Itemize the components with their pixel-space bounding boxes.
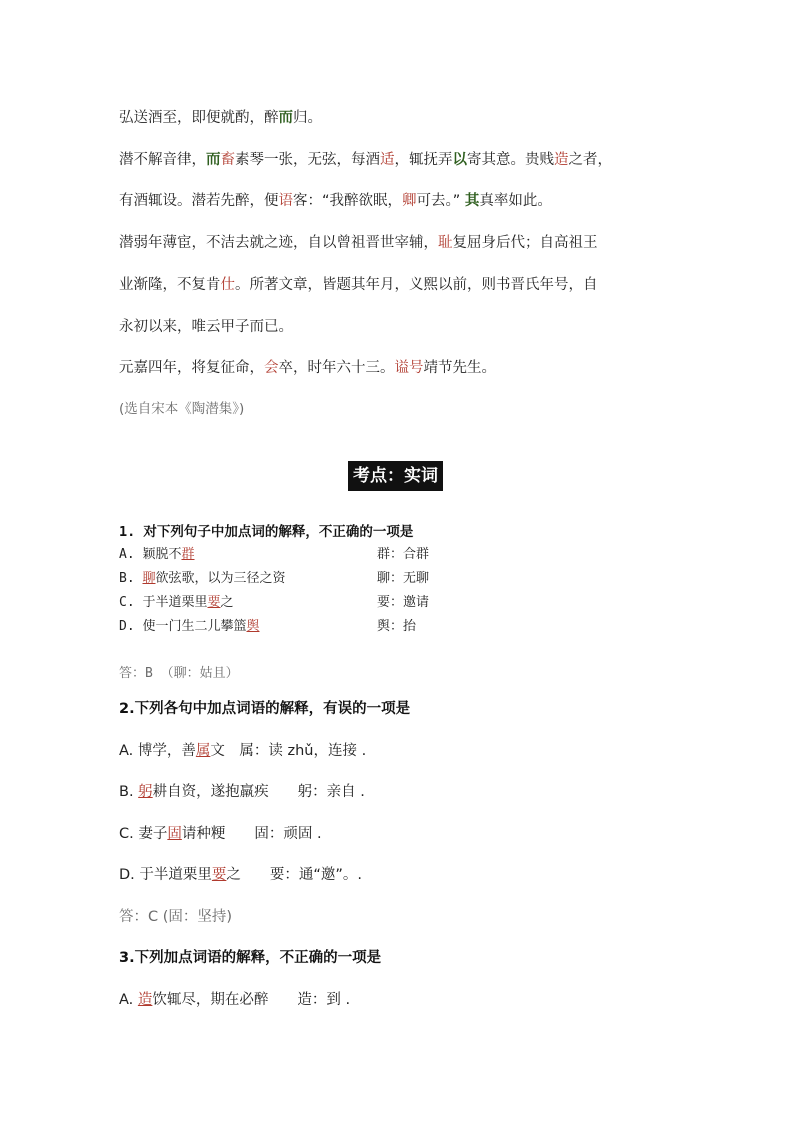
passage-line-1 (119, 108, 322, 128)
text-run: B. (119, 571, 143, 586)
highlight-word: 谥号 (394, 360, 424, 376)
q1-option-a (119, 545, 195, 565)
highlight-word: 其 (464, 193, 480, 209)
highlight-word: 造 (554, 152, 569, 168)
q1-option-a-expl: 群：合群 (377, 547, 430, 562)
q3-option-a (119, 990, 350, 1010)
text-run: 饮辄尽，期在必醉 造：到 . (152, 992, 351, 1008)
q2-option-a (119, 741, 366, 761)
q1-stem: 1. 对下列句子中加点词的解释，不正确的一项是 (119, 524, 414, 540)
text-run: 之 (220, 595, 234, 610)
q1-option-b (119, 569, 286, 589)
text-run: C. 于半道栗里 (119, 595, 208, 610)
text-run: 欲弦歌，以为三径之资 (155, 571, 286, 586)
dotted-word: 属 (195, 743, 211, 759)
text-run: A. 颖脱不 (119, 547, 182, 562)
text-run: 卒，时年六十三。 (278, 360, 395, 376)
highlight-word: 而 (206, 152, 221, 168)
highlight-word: 耻 (438, 235, 453, 251)
highlight-word: 卿 (402, 193, 417, 209)
highlight-word: 而 (278, 110, 293, 126)
text-run: 请种粳 固：顽固 . (181, 826, 322, 842)
text-run: 真率如此。 (479, 193, 552, 209)
text-run: 文 属：读 zhǔ，连接 . (210, 743, 367, 759)
text-run: C. 妻子 (119, 826, 168, 842)
q3-stem: 3.下列加点词语的解释，不正确的一项是 (119, 950, 382, 966)
text-run: 素琴一张，无弦，每酒 (235, 152, 380, 168)
q1-option-d-expl: 舆：抬 (377, 619, 417, 634)
q2-answer: 答：C (固：坚持) (119, 909, 233, 925)
q2-option-d (119, 865, 362, 885)
highlight-word: 仕 (220, 277, 235, 293)
q2-option-b (119, 782, 365, 802)
dotted-word: 躬 (138, 784, 153, 800)
dotted-word: 要 (207, 595, 221, 610)
text-run: 业渐隆，不复肯 (119, 277, 221, 293)
dotted-word: 要 (211, 867, 227, 883)
passage-line-2 (119, 150, 612, 170)
q2-option-c (119, 824, 322, 844)
text-run: 之 要：通“邀”。. (226, 867, 363, 883)
passage-line-3 (119, 191, 552, 211)
q1-answer: 答：B （聊：姑且） (119, 666, 239, 681)
q1-option-c (119, 593, 234, 613)
passage-line-4 (119, 233, 598, 253)
text-run: 归。 (293, 110, 322, 126)
dotted-word: 舆 (246, 619, 260, 634)
q1-option-b-expl: 聊：无聊 (377, 571, 430, 586)
text-run: D. 于半道栗里 (119, 867, 212, 883)
text-run: 靖节先生。 (423, 360, 496, 376)
dotted-word: 群 (181, 547, 195, 562)
q1-option-c-expl: 要：邀请 (377, 595, 430, 610)
passage-line-6 (119, 317, 293, 337)
highlight-word: 适 (380, 152, 395, 168)
section-title: 考点：实词 (348, 461, 443, 491)
text-run: 。所著文章，皆题其年月，义熙以前，则书晋氏年号，自 (235, 277, 598, 293)
text-run: 耕自资，遂抱羸疾 躬：亲自 . (152, 784, 365, 800)
text-run: 弘送酒至，即便就酌，醉 (119, 110, 279, 126)
highlight-word: 会 (264, 360, 279, 376)
text-run: 寄其意。贵贱 (467, 152, 554, 168)
passage-line-5 (119, 275, 598, 295)
text-run: A. (119, 992, 138, 1008)
text-run: 可去。” (416, 193, 465, 209)
text-run: 有酒辄设。潜若先醉，便 (119, 193, 279, 209)
highlight-word: 畜 (220, 152, 235, 168)
text-run: 元嘉四年，将复征命， (119, 360, 264, 376)
dotted-word: 造 (137, 992, 153, 1008)
text-run: 永初以来，唯云甲子而已。 (119, 319, 293, 335)
q1-option-d (119, 617, 260, 637)
dotted-word: 固 (167, 826, 182, 842)
text-run: 潜弱年薄宦，不洁去就之迹，自以曾祖晋世宰辅， (119, 235, 438, 251)
passage-line-7 (119, 358, 496, 378)
text-run: D. 使一门生二儿攀篮 (119, 619, 247, 634)
highlight-word: 以 (452, 152, 467, 168)
text-run: B. (119, 784, 139, 800)
q2-stem: 2.下列各句中加点词语的解释，有误的一项是 (119, 701, 411, 717)
text-run: 客：“我醉欲眠， (293, 193, 403, 209)
passage-source: (选自宋本《陶潜集》) (119, 401, 245, 417)
text-run: 复屈身后代；自高祖王 (452, 235, 598, 251)
text-run: 之者， (568, 152, 612, 168)
text-run: ，辄抚弄 (394, 152, 453, 168)
highlight-word: 语 (278, 193, 293, 209)
text-run: 潜不解音律， (119, 152, 206, 168)
text-run: A. 博学，善 (119, 743, 196, 759)
dotted-word: 聊 (142, 571, 156, 586)
